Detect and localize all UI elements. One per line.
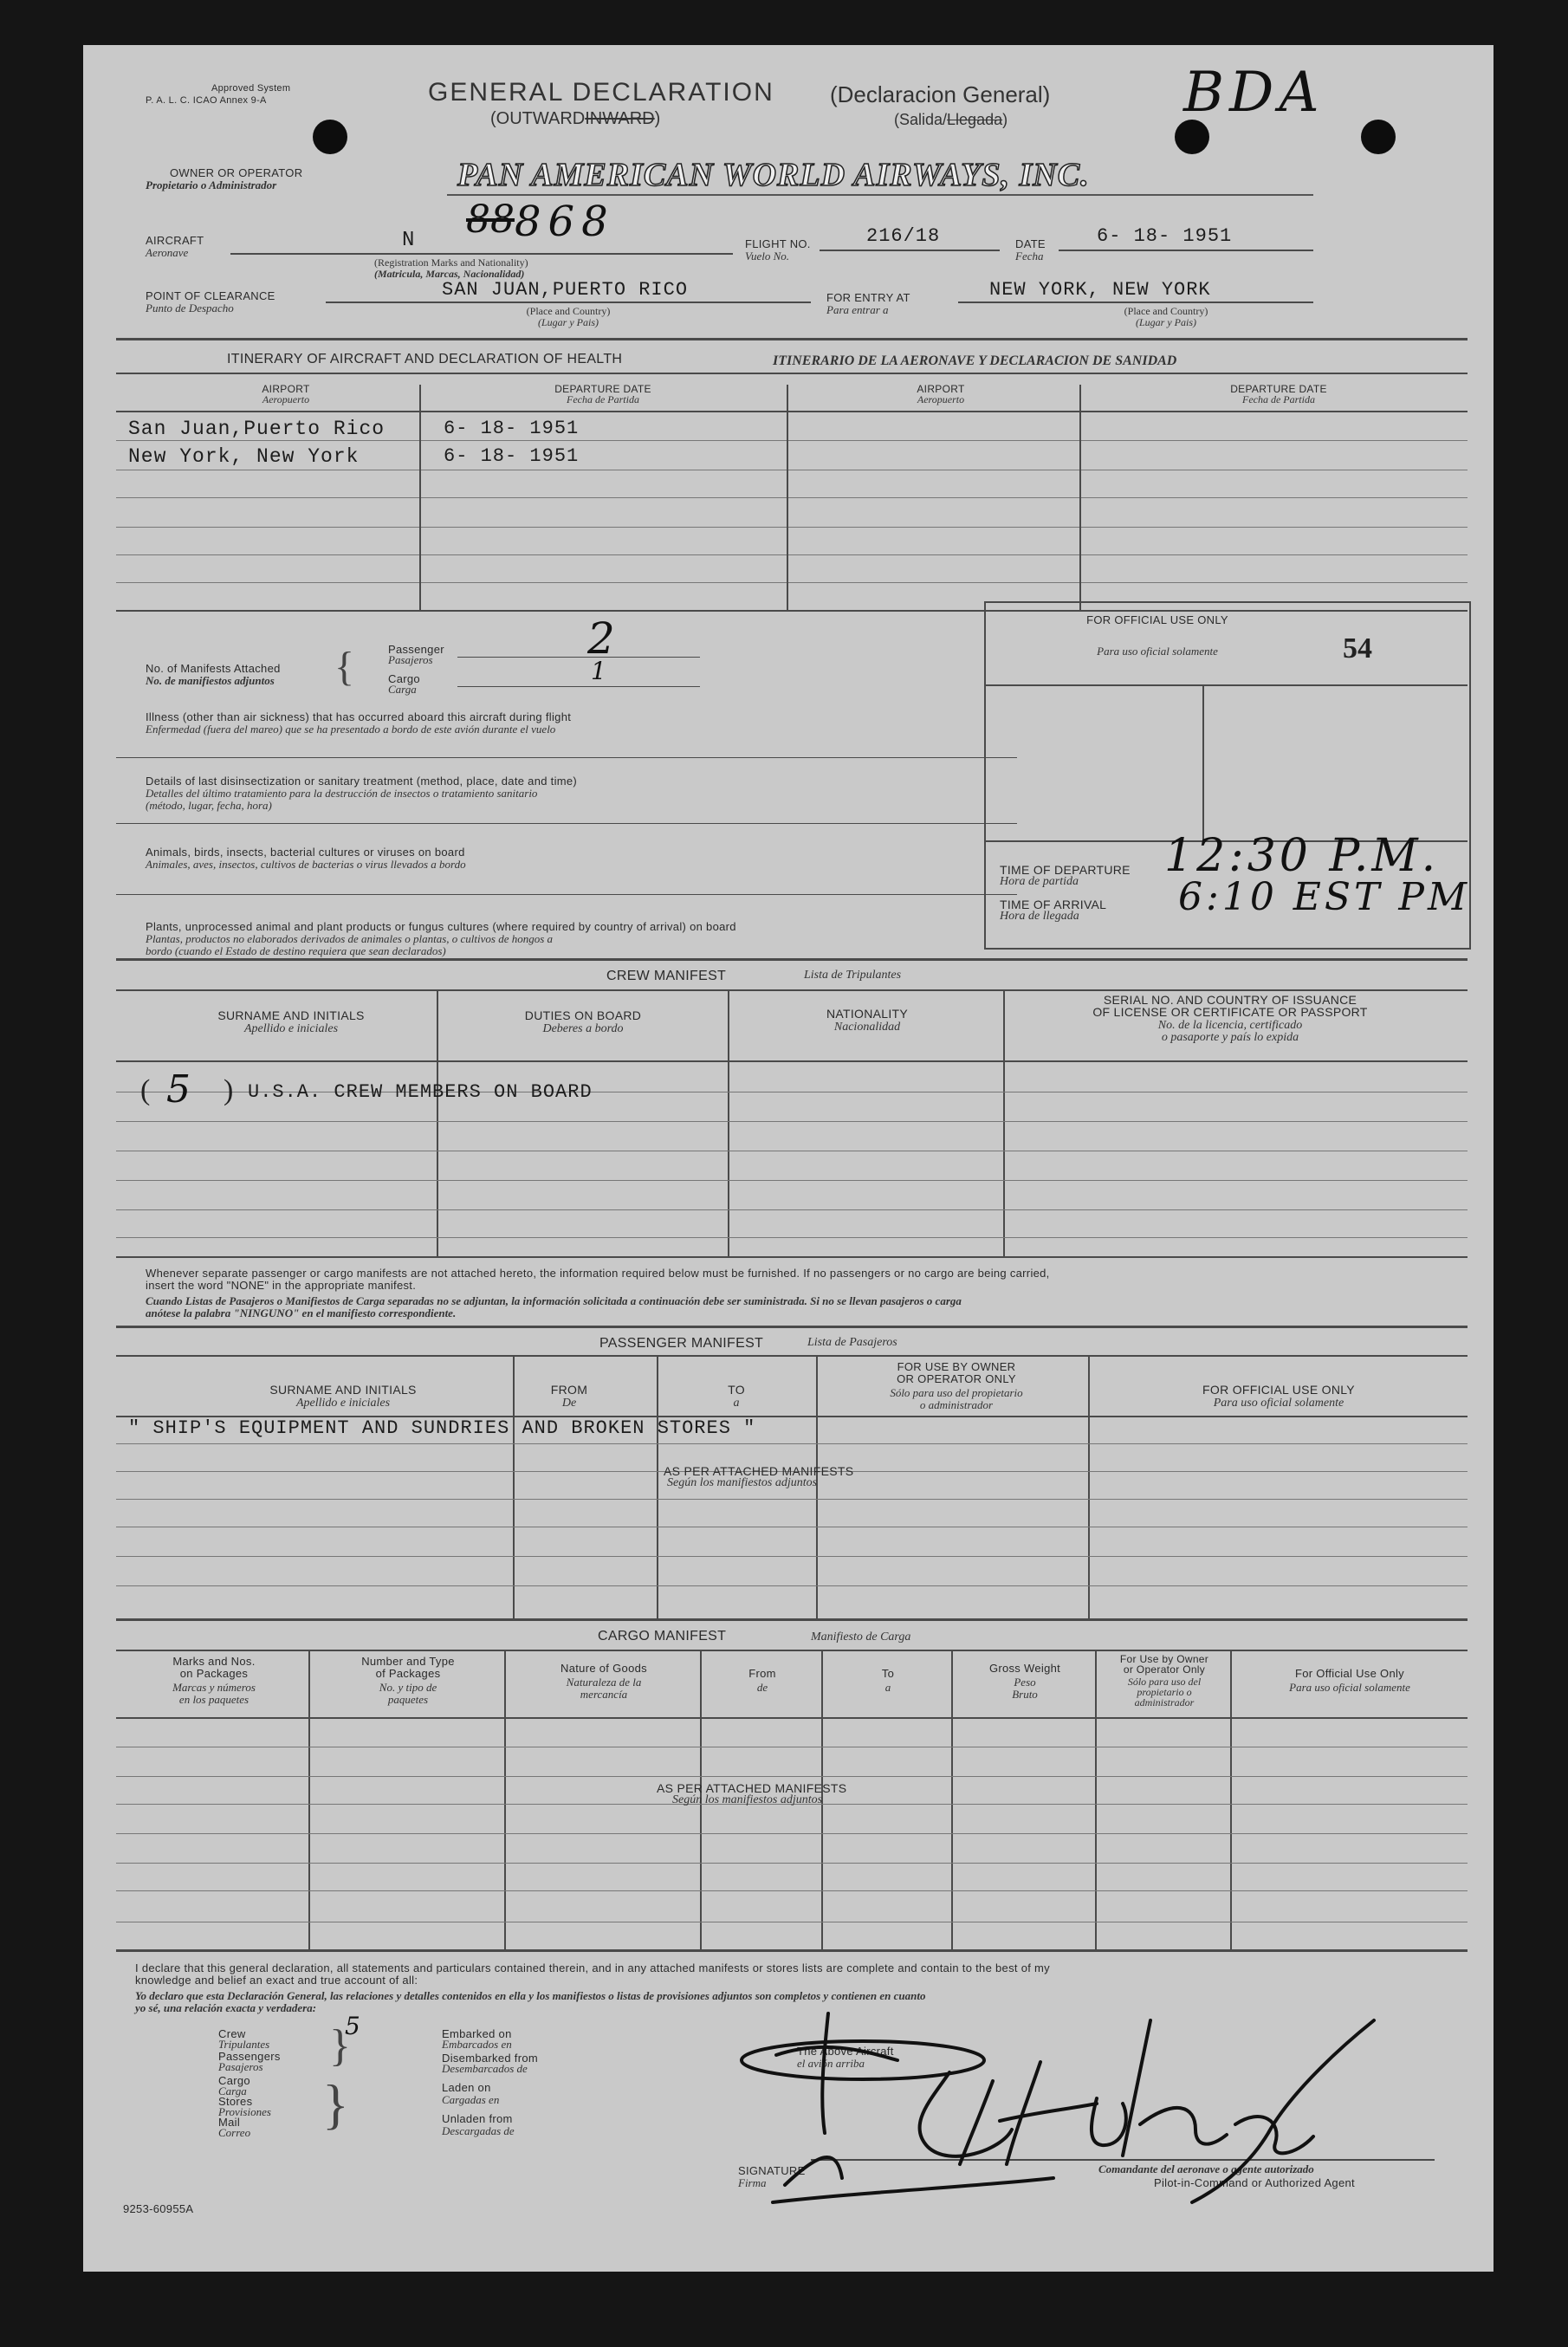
form-title-es: (Declaracion General)	[830, 81, 1051, 107]
general-declaration-form	[83, 45, 1493, 2272]
clearance-caption-es: (Lugar y Pais)	[538, 316, 599, 328]
col-airport-es: Aeropuerto	[262, 393, 310, 405]
reg-struck: 88	[466, 198, 515, 242]
crew-title-es: Lista de Tripulantes	[804, 969, 902, 982]
punch-hole	[1175, 120, 1209, 154]
cargo-col-owner-1: For Use by Owner	[1119, 1653, 1209, 1665]
form-title: GENERAL DECLARATION	[428, 78, 774, 107]
date-label-es: Fecha	[1015, 250, 1044, 263]
cargo-col-owner-es-3: administrador	[1134, 1696, 1195, 1708]
pass-col-official: FOR OFFICIAL USE ONLY	[1202, 1383, 1355, 1397]
pass-col-surname: SURNAME AND INITIALS	[269, 1383, 417, 1397]
cargo-title: CARGO MANIFEST	[598, 1629, 727, 1644]
reg-caption: (Registration Marks and Nationality)	[374, 256, 528, 269]
approved-system: Approved System	[211, 83, 291, 94]
crew-col-duties-es: Deberes a bordo	[542, 1022, 624, 1035]
notice-en-1: Whenever separate passenger or cargo manifests are not attached hereto, the information required below must be furnished. If no passengers or no cargo are being carried,	[146, 1267, 1050, 1280]
cargo-col-number-2: of Packages	[375, 1667, 441, 1680]
decl-stores-es: Provisiones	[218, 2105, 271, 2118]
entry-caption: (Place and Country)	[1124, 305, 1208, 317]
cargo-label-es: Carga	[388, 683, 417, 696]
clearance-place: SAN JUAN,PUERTO RICO	[442, 279, 689, 301]
flight-no-label: FLIGHT NO.	[745, 237, 811, 250]
official-use-label: FOR OFFICIAL USE ONLY	[1086, 613, 1228, 626]
owner-name: PAN AMERICAN WORLD AIRWAYS, INC.	[457, 157, 1090, 193]
plants-label-es: Plantas, productos no elaborados derivados de animales o plantas, o cultivos de hongos a	[146, 932, 554, 945]
cargo-manifest-count: 1	[591, 657, 606, 685]
cargo-col-marks-1: Marks and Nos.	[172, 1655, 256, 1668]
cargo-col-marks-es-1: Marcas y números	[172, 1681, 256, 1694]
decl-mail-es: Correo	[218, 2126, 251, 2139]
official-use-label-es: Para uso oficial solamente	[1097, 645, 1218, 658]
signature-label-es: Firma	[738, 2176, 767, 2189]
crew-col-nationality-es: Nacionalidad	[833, 1021, 901, 1034]
passenger-entry: " SHIP'S EQUIPMENT AND SUNDRIES AND BROKEN STORES "	[128, 1417, 756, 1439]
decl-embarked: Embarked on	[442, 2027, 512, 2040]
cargo-col-number-1: Number and Type	[361, 1655, 455, 1668]
reg-prefix: N	[402, 229, 416, 252]
entry-place: NEW YORK, NEW YORK	[989, 279, 1211, 301]
decl-disembarked: Disembarked from	[442, 2052, 538, 2065]
signature-image	[690, 1951, 1469, 2211]
decl-passengers: Passengers	[218, 2050, 281, 2063]
decl-crew: Crew	[218, 2027, 246, 2040]
cargo-col-to: To	[881, 1667, 895, 1680]
signature-label: SIGNATURE	[738, 2164, 806, 2177]
col-departure: DEPARTURE DATE	[554, 383, 651, 395]
passenger-title: PASSENGER MANIFEST	[599, 1336, 764, 1351]
passenger-title-es: Lista de Pasajeros	[807, 1336, 897, 1349]
cargo-col-from-es: de	[756, 1681, 768, 1694]
owner-label-es: Propietario o Administrador	[146, 178, 277, 191]
cargo-col-owner-2: or Operator Only	[1123, 1663, 1206, 1676]
registration-number: 868	[515, 198, 615, 246]
entry-label-es: Para entrar a	[826, 303, 889, 316]
itinerary-title-es: ITINERARIO DE LA AERONAVE Y DECLARACION DE SANIDAD	[773, 353, 1177, 368]
decl-unladen: Unladen from	[442, 2112, 513, 2125]
passenger-attached: AS PER ATTACHED MANIFESTS	[664, 1464, 854, 1478]
crew-entry: U.S.A. CREW MEMBERS ON BOARD	[248, 1081, 593, 1103]
notice-en-2: insert the word "NONE" in the appropriate manifest.	[146, 1279, 417, 1292]
passenger-label-es: Pasajeros	[388, 653, 433, 666]
crew-count: 5	[166, 1067, 191, 1112]
pass-col-to: TO	[728, 1383, 745, 1397]
col-airport-2: AIRPORT	[917, 383, 965, 395]
col-departure-2-es: Fecha de Partida	[1242, 393, 1315, 405]
owner-label: OWNER OR OPERATOR	[170, 166, 303, 179]
above-aircraft-es: el avión arriba	[797, 2057, 865, 2070]
manifests-label-es: No. de manifiestos adjuntos	[146, 674, 275, 687]
aircraft-label: AIRCRAFT	[146, 234, 204, 247]
crew-count-paren: (	[140, 1074, 151, 1106]
pass-col-to-es: a	[733, 1397, 740, 1410]
pass-col-official-es: Para uso oficial solamente	[1213, 1397, 1344, 1410]
cargo-label: Cargo	[388, 672, 420, 685]
official-number: 54	[1343, 632, 1372, 665]
animals-label-es: Animales, aves, insectos, cultivos de bacterias o virus llevados a bordo	[146, 858, 466, 871]
crew-col-duties: DUTIES ON BOARD	[524, 1008, 642, 1022]
decl-stores: Stores	[218, 2095, 253, 2108]
cargo-col-from: From	[748, 1667, 776, 1680]
decl-brace-2: }	[322, 2073, 349, 2135]
animals-label: Animals, birds, insects, bacterial cultures or viruses on board	[146, 846, 465, 859]
itinerary-date-1: 6- 18- 1951	[444, 418, 580, 439]
decl-passengers-es: Pasajeros	[218, 2060, 263, 2073]
date-label: DATE	[1015, 237, 1046, 250]
entry-caption-es: (Lugar y Pais)	[1136, 316, 1196, 328]
cargo-col-weight: Gross Weight	[988, 1662, 1061, 1675]
crew-col-serial-1: SERIAL NO. AND COUNTRY OF ISSUANCE	[1103, 993, 1357, 1007]
crew-col-surname: SURNAME AND INITIALS	[217, 1008, 365, 1022]
clearance-label: POINT OF CLEARANCE	[146, 289, 275, 302]
cargo-col-nature-es-1: Naturaleza de la	[566, 1676, 642, 1689]
illness-label-es: Enfermedad (fuera del mareo) que se ha presentado a bordo de este avión durante el vuelo	[146, 723, 556, 736]
form-number: 9253-60955A	[123, 2202, 194, 2215]
corner-mark: BDA	[1183, 61, 1325, 125]
decl-disembarked-es: Desembarcados de	[442, 2062, 528, 2075]
decl-cargo: Cargo	[218, 2074, 250, 2087]
crew-col-serial-es-2: o pasaporte y país lo expida	[1161, 1031, 1299, 1044]
crew-title: CREW MANIFEST	[606, 969, 727, 983]
declaration-es-2: yo sé, una relación exacta y verdadera:	[135, 2001, 317, 2014]
pass-col-owner-es-1: Sólo para uso del propietario	[890, 1386, 1023, 1399]
itinerary-date-2: 6- 18- 1951	[444, 445, 580, 467]
above-aircraft: The Above Aircraft	[797, 2045, 894, 2058]
pass-col-from: FROM	[550, 1383, 588, 1397]
cargo-attached: AS PER ATTACHED MANIFESTS	[657, 1781, 847, 1795]
arrival-time-label-es: Hora de llegada	[1000, 910, 1079, 923]
declaration-en-2: knowledge and belief an exact and true account of all:	[135, 1974, 418, 1987]
passenger-label: Passenger	[388, 643, 444, 656]
col-departure-2: DEPARTURE DATE	[1230, 383, 1327, 395]
decl-laden-es: Cargadas en	[442, 2093, 500, 2106]
cargo-col-weight-es-2: Bruto	[1012, 1688, 1038, 1701]
cargo-col-owner-es-1: Sólo para uso del	[1127, 1676, 1202, 1688]
aircraft-label-es: Aeronave	[146, 246, 189, 259]
flight-no-label-es: Vuelo No.	[745, 250, 790, 263]
departure-time: 12:30 P.M.	[1164, 830, 1440, 882]
cargo-col-weight-es-1: Peso	[1014, 1676, 1036, 1689]
manifests-brace: {	[334, 644, 355, 690]
passenger-attached-es: Según los manifiestos adjuntos	[667, 1476, 818, 1489]
decl-crew-count: 5	[345, 2012, 360, 2040]
decl-unladen-es: Descargadas de	[442, 2124, 515, 2137]
entry-label: FOR ENTRY AT	[826, 291, 910, 304]
notice-es-2: anótese la palabra "NINGUNO" en el manifiesto correspondiente.	[146, 1306, 457, 1319]
arrival-time: 6:10 EST PM	[1178, 875, 1471, 919]
departure-time-label-es: Hora de partida	[1000, 875, 1079, 888]
cargo-col-nature-es-2: mercancía	[580, 1688, 628, 1701]
cargo-col-number-es-2: paquetes	[387, 1693, 429, 1706]
crew-col-serial-es-1: No. de la licencia, certificado	[1157, 1019, 1303, 1032]
commander-label: Pilot-in-Command or Authorized Agent	[1154, 2176, 1355, 2189]
pass-col-owner-es-2: o administrador	[919, 1398, 994, 1411]
disinsect-label-es: Detalles del último tratamiento para la destrucción de insectos o tratamiento sanitario	[146, 787, 538, 800]
cargo-col-official: For Official Use Only	[1295, 1667, 1404, 1680]
itinerary-airport-1: San Juan,Puerto Rico	[128, 418, 386, 440]
cargo-title-es: Manifiesto de Carga	[811, 1631, 911, 1644]
col-departure-es: Fecha de Partida	[567, 393, 639, 405]
cargo-col-number-es-1: No. y tipo de	[379, 1681, 437, 1694]
itinerary-title: ITINERARY OF AIRCRAFT AND DECLARATION OF HEALTH	[227, 352, 623, 366]
clearance-caption: (Place and Country)	[526, 305, 611, 317]
crew-col-nationality: NATIONALITY	[826, 1007, 909, 1021]
flight-date: 6- 18- 1951	[1097, 225, 1233, 247]
crew-count-paren: )	[224, 1074, 234, 1106]
outward-label: (OUTWARDINWARD)	[490, 109, 661, 128]
cargo-col-nature: Nature of Goods	[560, 1662, 647, 1675]
punch-hole	[313, 120, 347, 154]
commander-es: Comandante del aeronave o agente autorizado	[1098, 2162, 1314, 2175]
disinsect-label-es2: (método, lugar, fecha, hora)	[146, 799, 272, 812]
declaration-en-1: I declare that this general declaration, all statements and particulars contained therein, and in any attached manifests or stores lists are complete and contain to the best of my	[135, 1961, 1050, 1974]
manifests-label: No. of Manifests Attached	[146, 662, 281, 675]
decl-embarked-es: Embarcados en	[442, 2038, 512, 2051]
illness-label: Illness (other than air sickness) that has occurred aboard this aircraft during flight	[146, 710, 572, 723]
plants-label-es2: bordo (cuando el Estado de destino requiera que sean declarados)	[146, 944, 446, 957]
cargo-col-marks-es-2: en los paquetes	[178, 1693, 249, 1706]
crew-col-surname-es: Apellido e iniciales	[243, 1022, 339, 1035]
plants-label: Plants, unprocessed animal and plant products or fungus cultures (where required by country of arrival) on board	[146, 920, 736, 933]
pass-col-surname-es: Apellido e iniciales	[295, 1397, 391, 1410]
declaration-es-1: Yo declaro que esta Declaración General, las relaciones y detalles contenidos en ella y los manifiestos o listas de provisiones adjuntos son completos y contienen en cuanto	[135, 1989, 926, 2002]
cargo-col-to-es: a	[884, 1681, 891, 1694]
decl-laden: Laden on	[442, 2081, 491, 2094]
decl-cargo-es: Carga	[218, 2084, 247, 2097]
pal-icao: P. A. L. C. ICAO Annex 9-A	[146, 95, 267, 106]
salida-label: (Salida/Llegada)	[894, 111, 1008, 128]
decl-brace-1: }	[329, 2021, 351, 2071]
pass-col-owner-2: OR OPERATOR ONLY	[897, 1372, 1016, 1385]
cargo-attached-es: Según los manifiestos adjuntos	[672, 1793, 823, 1806]
cargo-col-official-es: Para uso oficial solamente	[1289, 1681, 1410, 1694]
notice-es-1: Cuando Listas de Pasajeros o Manifiestos de Carga separadas no se adjuntan, la información solicitada a continuación debe ser suministrada. Si no se llevan pasajeros o carga	[146, 1294, 962, 1307]
pass-col-from-es: De	[561, 1397, 577, 1410]
col-airport-2-es: Aeropuerto	[917, 393, 965, 405]
reg-caption-es: (Matricula, Marcas, Nacionalidad)	[374, 268, 525, 280]
cargo-col-marks-2: on Packages	[179, 1667, 249, 1680]
decl-mail: Mail	[218, 2116, 241, 2129]
passenger-manifest-count: 2	[587, 613, 615, 664]
cargo-col-owner-es-2: propietario o	[1137, 1686, 1192, 1698]
punch-hole	[1361, 120, 1396, 154]
arrival-time-label: TIME OF ARRIVAL	[1000, 898, 1107, 911]
flight-number: 216/18	[866, 225, 941, 247]
itinerary-airport-2: New York, New York	[128, 445, 360, 468]
disinsect-label: Details of last disinsectization or sanitary treatment (method, place, date and time)	[146, 775, 578, 788]
col-airport: AIRPORT	[262, 383, 310, 395]
pass-col-owner-1: FOR USE BY OWNER	[897, 1360, 1016, 1373]
decl-crew-es: Tripulantes	[218, 2038, 270, 2051]
clearance-label-es: Punto de Despacho	[146, 301, 234, 314]
crew-col-serial-2: OF LICENSE OR CERTIFICATE OR PASSPORT	[1092, 1005, 1368, 1019]
departure-time-label: TIME OF DEPARTURE	[1000, 863, 1131, 877]
